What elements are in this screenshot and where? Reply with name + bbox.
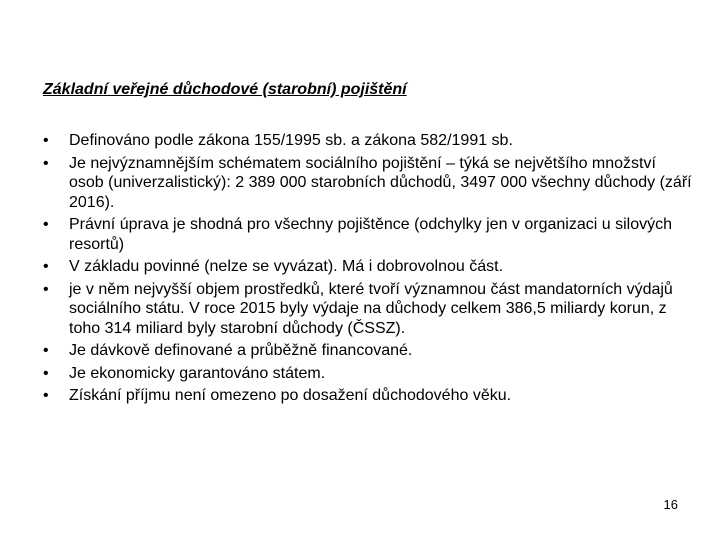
- bullet-item: [43, 131, 693, 151]
- bullet-item: [43, 154, 693, 213]
- slide-title: Základní veřejné důchodové (starobní) pojištění: [43, 81, 407, 98]
- page-number: 16: [663, 497, 678, 512]
- bullet-icon: •: [43, 132, 49, 149]
- bullet-item: [43, 341, 693, 361]
- bullet-icon: •: [43, 364, 49, 382]
- bullet-icon: •: [43, 280, 49, 298]
- bullet-item: [43, 215, 693, 254]
- bullet-icon: •: [43, 387, 49, 404]
- bullet-text: V základu povinné (nelze se vyvázat). Má i dobrovolnou část.: [69, 258, 504, 275]
- bullet-item: [43, 364, 693, 384]
- bullet-text: Definováno podle zákona 155/1995 sb. a zákona 582/1991 sb.: [69, 132, 513, 149]
- bullet-item: [43, 280, 693, 339]
- bullet-item: [43, 386, 693, 406]
- bullet-item: [43, 257, 693, 277]
- bullet-icon: •: [43, 154, 49, 172]
- bullet-text: je v něm nejvyšší objem prostředků, které tvoří významnou část mandatorních výdajů sociálního státu. V roce 2015 byly výdaje na důchody celkem 386,5 miliardy korun, z toho 314 miliard byly starobní důchody (ČSSZ).: [69, 280, 673, 337]
- bullet-list: [43, 131, 693, 409]
- bullet-text: Je dávkově definované a průběžně financované.: [69, 342, 413, 359]
- bullet-text: Získání příjmu není omezeno po dosažení důchodového věku.: [69, 387, 512, 404]
- bullet-icon: •: [43, 216, 49, 233]
- bullet-text: Je ekonomicky garantováno státem.: [69, 364, 326, 382]
- bullet-text: Je nejvýznamnějším schématem sociálního pojištění – týká se největšího množství osob (univerzalistický): 2 389 000 starobních důchodů, 3497 000 všechny důchody (září 2016).: [69, 154, 692, 211]
- bullet-text: Právní úprava je shodná pro všechny pojištěnce (odchylky jen v organizaci u silových resortů): [69, 216, 672, 253]
- bullet-icon: •: [43, 342, 49, 359]
- bullet-icon: •: [43, 258, 49, 275]
